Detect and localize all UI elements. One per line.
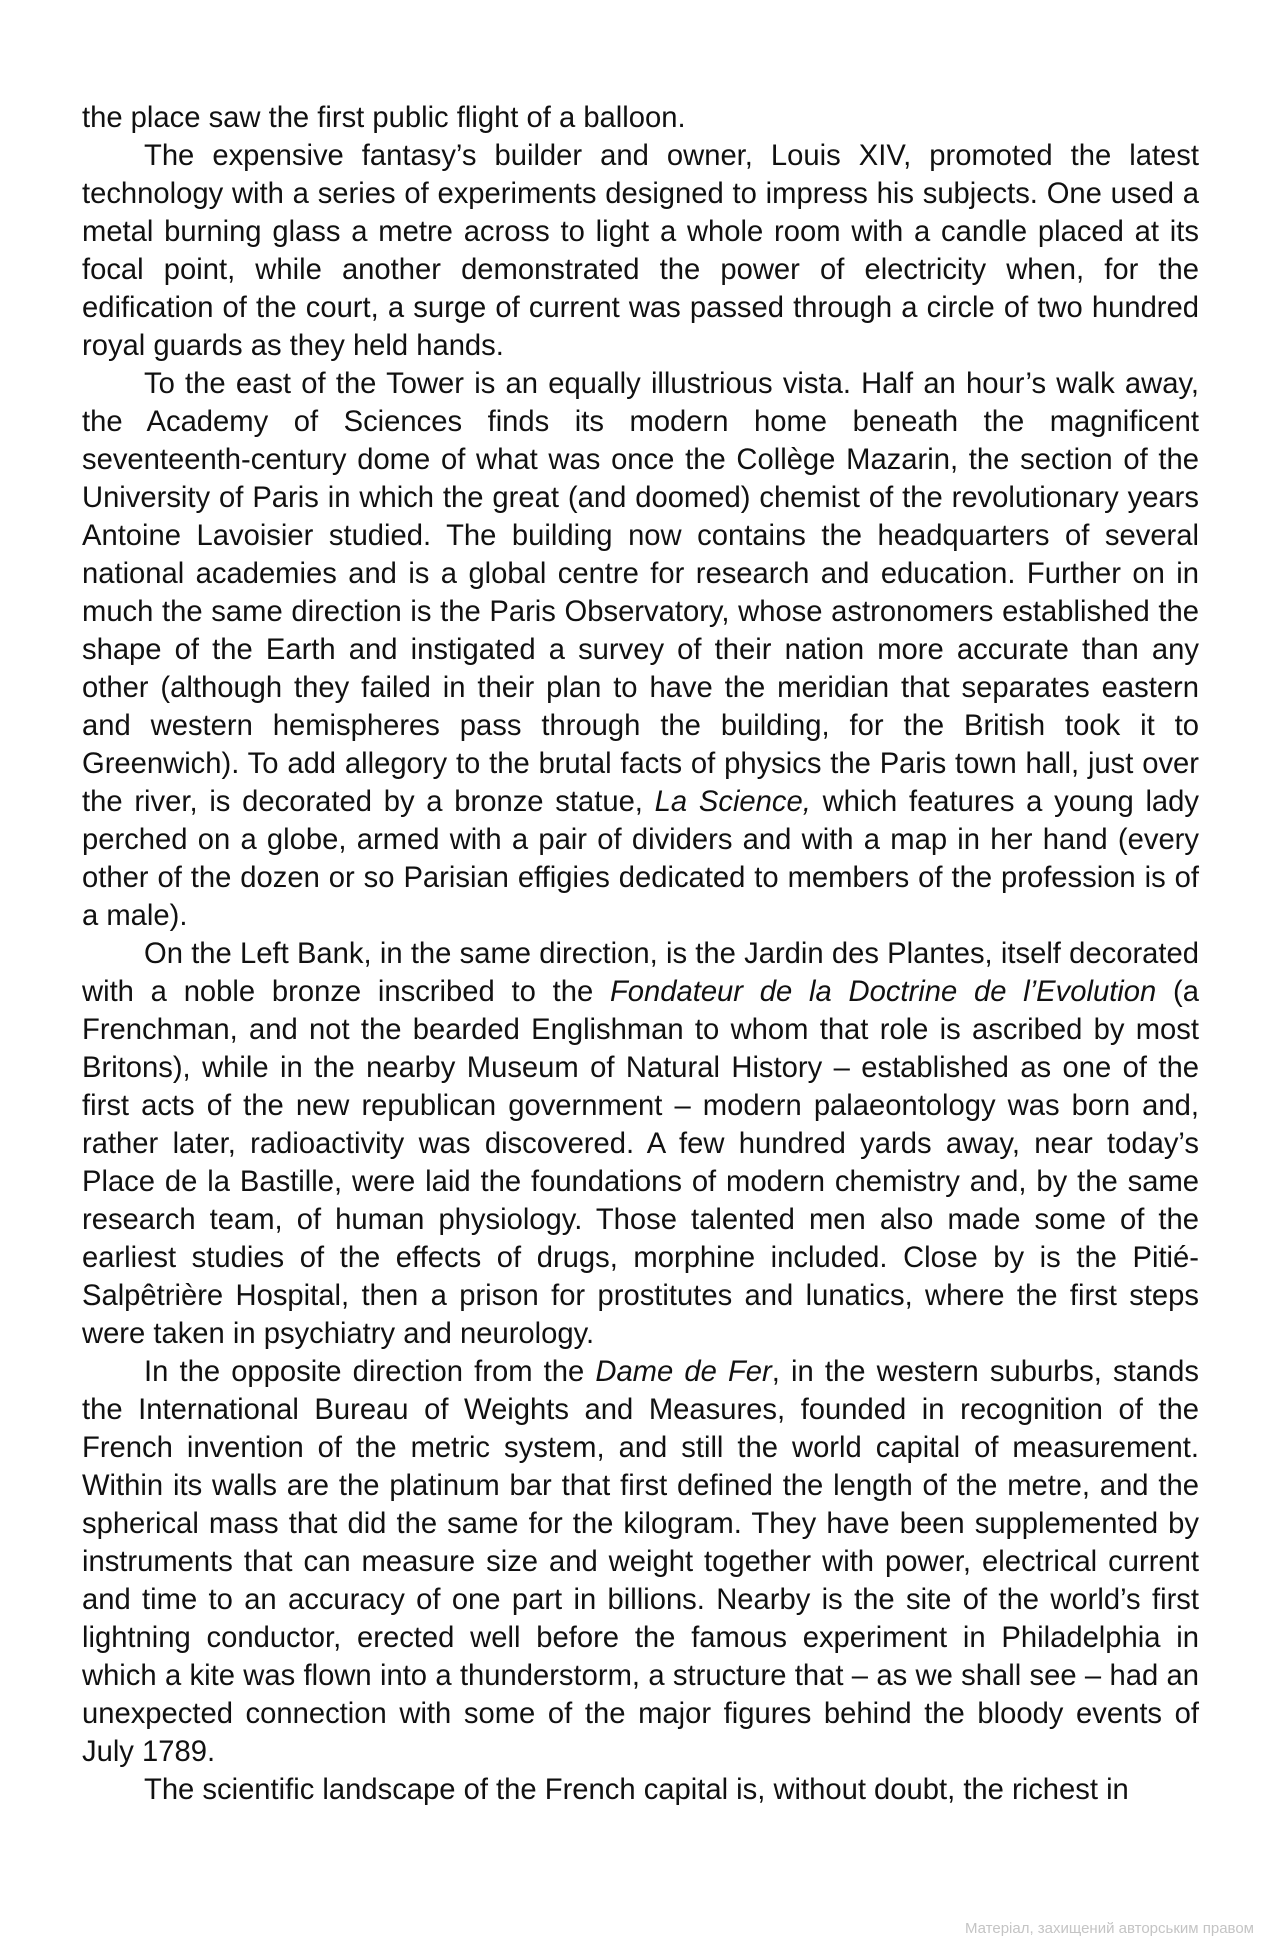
paragraph-5-text-b: , in the western suburbs, stands the International Bureau of Weights and Measures, founded in recognition of the French invention of the metric system, and still the world capital of measurement. Within its walls are the platinum bar that first defined the length of the metre, and the spherical mass that did the same for the kilogram. They have been supplemented by instruments that can measure size and weight together with power, electrical current and time to an accuracy of one part in billions. Nearby is the site of the world’s first lightning conductor, erected well before the famous experiment in Philadelphia in which a kite was flown into a thunderstorm, a structure that – as we shall see – had an unexpected connection with some of the major figures behind the bloody events of July 1789. [82,1356,1199,1768]
paragraph-5 [82,1353,1199,1771]
paragraph-5-italic-name: Dame de Fer [595,1356,772,1388]
paragraph-6-text: The scientific landscape of the French capital is, without doubt, the richest in [144,1774,1129,1806]
paragraph-2-text: The expensive fantasy’s builder and owner, Louis XIV, promoted the latest technology with a series of experiments designed to impress his subjects. One used a metal burning glass a metre across to light a whole room with a candle placed at its focal point, while another demonstrated the power of electricity when, for the edification of the court, a surge of current was passed through a circle of two hundred royal guards as they held hands. [82,140,1199,362]
copyright-watermark: Матеріал, захищений авторським правом [964,1920,1254,1937]
paragraph-5-text-a: In the opposite direction from the [144,1356,596,1388]
paragraph-1-text: the place saw the first public flight of a balloon. [82,102,686,134]
paragraph-4-italic-inscription: Fondateur de la Doctrine de l’Evolution [609,976,1157,1008]
paragraph-4-text-a: On the Left Bank, in the same direction, is the Jardin des Plantes, itself decorated with a noble bronze inscribed to the [82,938,1199,1008]
paragraph-3-italic-title: La Science, [654,786,811,818]
paragraph-3 [82,365,1199,935]
paragraph-2 [82,137,1199,365]
paragraph-6 [82,1771,1199,1809]
paragraph-3-text-a: To the east of the Tower is an equally illustrious vista. Half an hour’s walk away, the Academy of Sciences finds its modern home beneath the magnificent seventeenth-century dome of what was once the Collège Mazarin, the section of the University of Paris in which the great (and doomed) chemist of the revolutionary years Antoine Lavoisier studied. The building now contains the headquarters of several national academies and is a global centre for research and education. Further on in much the same direction is the Paris Observatory, whose astronomers established the shape of the Earth and instigated a survey of their nation more accurate than any other (although they failed in their plan to have the meridian that separates eastern and western hemispheres pass through the building, for the British took it to Greenwich). To add allegory to the brutal facts of physics the Paris town hall, just over the river, is decorated by a bronze statue, [82,368,1199,818]
paragraph-1 [82,99,1199,137]
paragraph-4 [82,935,1199,1353]
paragraph-4-text-b: (a Frenchman, and not the bearded Englishman to whom that role is ascribed by most Britons), while in the nearby Museum of Natural History – established as one of the first acts of the new republican government – modern palaeontology was born and, rather later, radioactivity was discovered. A few hundred yards away, near today’s Place de la Bastille, were laid the foundations of modern chemistry and, by the same research team, of human physiology. Those talented men also made some of the earliest studies of the effects of drugs, morphine included. Close by is the Pitié-Salpêtrière Hospital, then a prison for prostitutes and lunatics, where the first steps were taken in psychiatry and neurology. [82,976,1199,1350]
paragraph-3-text-b: which features a young lady perched on a globe, armed with a pair of dividers and with a map in her hand (every other of the dozen or so Parisian effigies dedicated to members of the profession is of a male). [82,786,1199,932]
body-text [82,99,1199,1809]
